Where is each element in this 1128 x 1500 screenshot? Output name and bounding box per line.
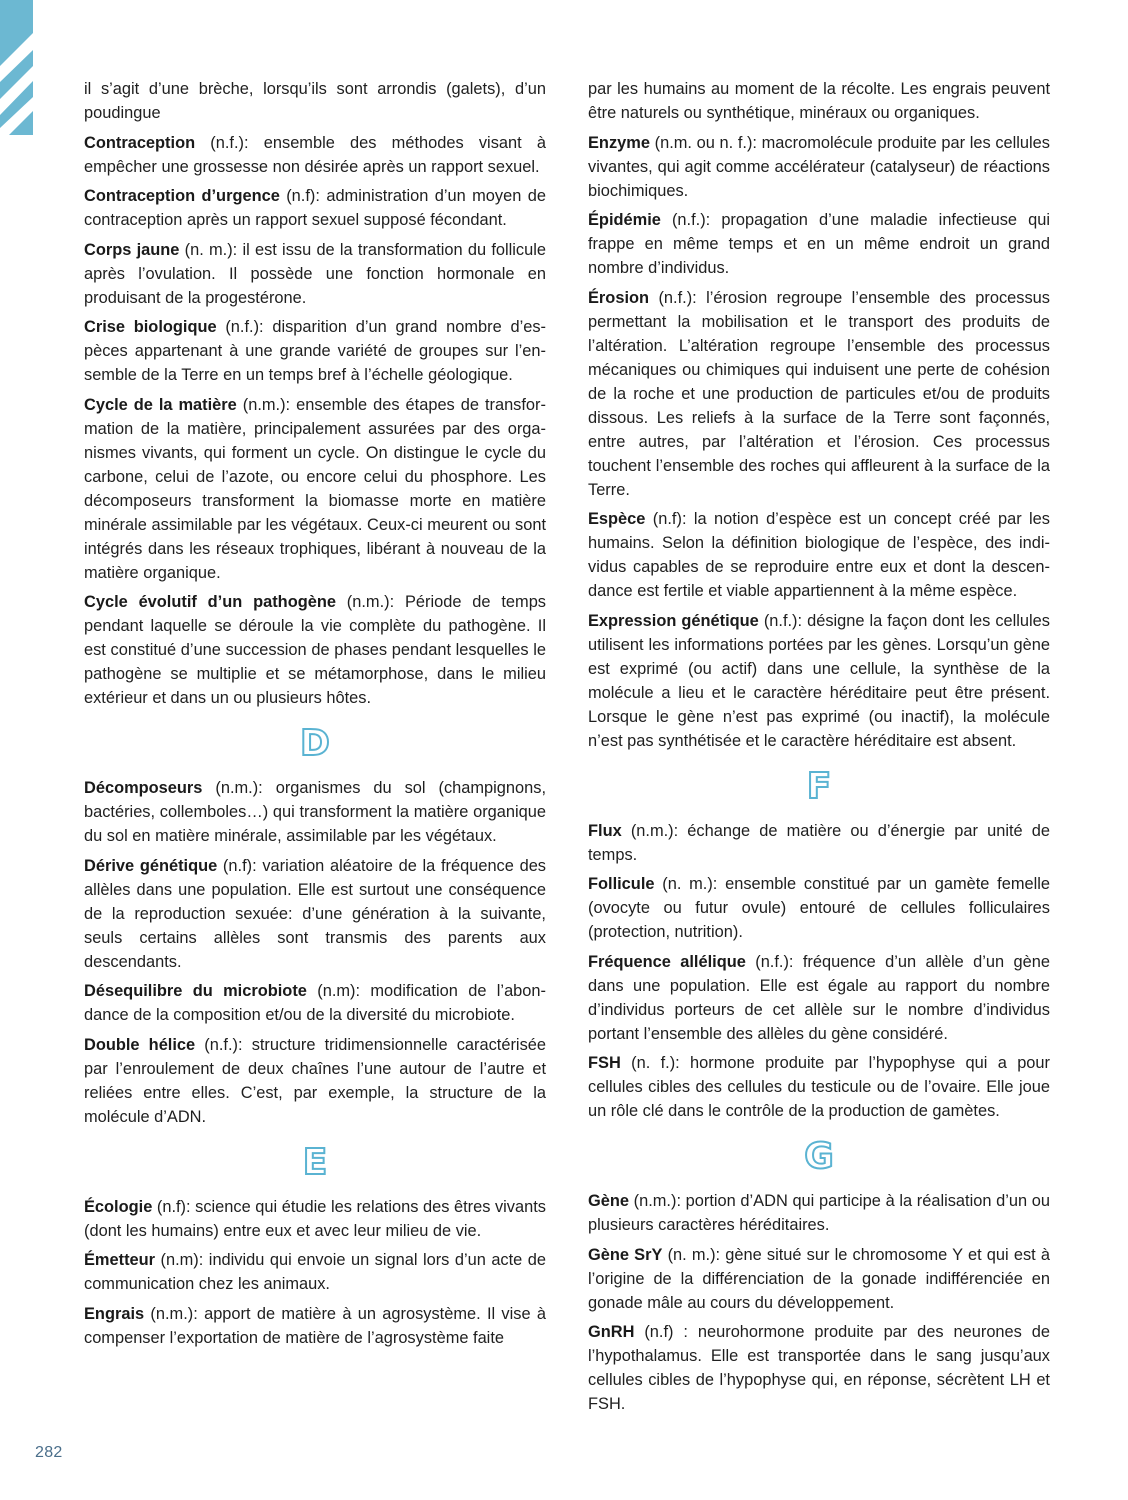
entry-definition: apport de matière à un agrosystème. Il vise à compenser l’exportation de matière de l’agrosystème faite [84, 1304, 546, 1347]
entry-term: GnRH [588, 1323, 635, 1341]
entry-term: Épidémie [588, 211, 661, 229]
entry-definition: science qui étudie les relations des êtres vivants (dont les humains) entre eux et avec leur milieu de vie. [84, 1197, 546, 1240]
entry-term: Cycle de la matière [84, 395, 237, 414]
entry-term: Émetteur [84, 1251, 156, 1269]
entry-term: Désequilibre du microbiote [84, 982, 307, 1000]
glossary-entry-expression-genetique [588, 609, 1050, 753]
entry-term: Follicule [588, 875, 655, 893]
glossary-entry-gene-sry [588, 1243, 1050, 1315]
section-letter-g [588, 1137, 1050, 1177]
entry-term: Corps jaune [84, 240, 180, 259]
entry-term: Espèce [588, 510, 646, 528]
entry-term: FSH [588, 1054, 621, 1072]
page-number: 282 [35, 1444, 63, 1461]
entry-gender: (n.f): [217, 856, 263, 875]
section-letter-e [84, 1143, 546, 1183]
entry-term: Flux [588, 821, 622, 840]
entry-gender: (n.f.): [745, 952, 803, 971]
entry-definition: disparition d’un grand nombre d’espèces appartenant à une grande variété de groupes sur l’ensemble de la Terre en un temps bref à l’échelle géologique. [84, 318, 547, 384]
glossary-entry-engrais [84, 1302, 546, 1350]
entry-gender: (n.m.): [202, 779, 276, 797]
section-letter-d [84, 724, 546, 764]
glossary-entry-fsh [588, 1051, 1050, 1123]
glossary-entry-espece [588, 507, 1050, 603]
entry-gender: (n.m): [155, 1251, 209, 1269]
entry-gender: (n.f): [645, 510, 694, 528]
entry-definition: échange de matière ou d’énergie par unité de temps. [588, 821, 1050, 864]
glossary-left-column [84, 77, 546, 1355]
glossary-entry-cycle-matiere [84, 393, 546, 585]
entry-term: Décomposeurs [84, 779, 203, 797]
entry-definition: administration d’un moyen de contraception après un rapport sexuel supposé fécondant. [84, 187, 546, 229]
letter-f-icon: F [806, 765, 832, 807]
entry-term: Crise biologique [84, 318, 217, 336]
entry-definition: modification de l’abondance de la composition et/ou de la diversité du microbiote. [84, 982, 546, 1024]
glossary-entry-follicule [588, 872, 1050, 944]
entry-gender: (n.m. ou n. f.): [649, 133, 762, 152]
letter-d-icon: D [300, 723, 330, 764]
entry-gender: (n.f): [152, 1197, 196, 1216]
entry-gender: (n.f.): [216, 318, 273, 336]
glossary-entry-derive-genetique [84, 854, 546, 974]
glossary-entry-cycle-evolutif [84, 590, 546, 710]
entry-gender: (n.m.): [621, 821, 688, 840]
entry-gender: (n.f.): [758, 611, 808, 630]
entry-gender: (n. f.): [620, 1054, 691, 1072]
entry-term: Gène [588, 1192, 629, 1210]
entry-gender: (n.m.): [335, 593, 405, 611]
entry-gender: (n.f.): [195, 133, 264, 152]
entry-gender: (n.f.): [660, 211, 722, 229]
glossary-entry-contraception-urgence [84, 184, 546, 232]
continued-definition: il s’agit d’une brèche, lorsqu’ils sont arrondis (galets), d’un poudingue [84, 80, 546, 122]
entry-definition: ensemble constitué par un gamète femelle (ovocyte ou futur ovule) entouré de cellules folliculaires (protection, nutrition). [588, 875, 1050, 941]
glossary-entry-double-helice [84, 1033, 546, 1129]
glossary-entry-frequence-allelique [588, 950, 1050, 1046]
entry-definition: fréquence d’un allèle d’un gène dans une population. Elle est égale au rapport du nombre d’individus porteurs de cet allèle sur le nombre d’individus portant l’ensemble des allèles du gène considéré. [588, 952, 1050, 1043]
entry-definition: il est issu de la transformation du follicule après l’ovulation. Il possède une fonction hormonale en produisant de la progestérone. [84, 240, 547, 307]
glossary-entry-gene [588, 1189, 1050, 1237]
entry-definition: organismes du sol (champignons, bactéries, collemboles…) qui transforment la matière organique du sol en matière minérale, assimilable par les végétaux. [84, 779, 546, 845]
entry-definition: gène situé sur le chromosome Y et qui est à l’origine de la différenciation de la gonade indifférenciée en gonade mâle au cours du développement. [588, 1245, 1050, 1312]
section-letter-f [588, 767, 1050, 807]
continued-definition: par les humains au moment de la récolte. Les engrais peuvent être naturels ou synthétique, minéraux ou organiques. [588, 80, 1050, 122]
entry-definition: la notion d’espèce est un concept créé par les humains. Selon la définition biologique de l’espèce, des individus capables de se reproduire entre eux et dont la descendance est fertile et viable appartiennent à la même espèce. [588, 510, 1050, 600]
entry-term: Contraception [84, 133, 196, 152]
entry-term: Gène SrY [588, 1245, 663, 1264]
entry-definition: neurohormone produite par des neurones de l’hypothalamus. Elle est transportée dans le sang jusqu’aux cellules cibles de l’hypophyse qui, en réponse, sécrètent LH et FSH. [588, 1323, 1051, 1413]
entry-definition: ensemble des étapes de transformation de la matière, principalement assurées par des organismes vivants, qui forment un cycle. On distingue le cycle du carbone, celui de l’azote, ou encore celui du phosphore. Les décomposeurs transforment la biomasse morte en matière minérale assimilable par les végétaux. Ceux-ci meurent ou sont intégrés dans les réseaux trophiques, libérant à nouveau de la matière organique. [84, 395, 546, 582]
glossary-entry-flux [588, 819, 1050, 867]
glossary-entry-corps-jaune [84, 238, 546, 310]
glossary-entry-desequilibre-microbiote [84, 979, 546, 1027]
glossary-entry-erosion [588, 286, 1050, 502]
letter-g-icon: G [804, 1136, 834, 1177]
entry-term: Cycle évolutif d’un pathogène [84, 593, 336, 611]
glossary-entry-ecologie [84, 1195, 546, 1243]
entry-definition: Période de temps pendant laquelle se déroule la vie complète du pathogène. Il est constitué d’une succession de phases pendant lesquelles le pathogène se multiplie et se métamorphose, dans le milieu extérieur et dans un ou plusieurs hôtes. [84, 593, 547, 707]
entry-gender: (n.m.): [629, 1192, 686, 1210]
entry-gender: (n.f.): [649, 288, 707, 307]
entry-term: Érosion [588, 288, 650, 307]
entry-term: Fréquence allélique [588, 952, 746, 971]
glossary-entry-crise-biologique [84, 315, 546, 387]
entry-definition: désigne la façon dont les cellules utilisent les informations portées par les gènes. Lorsqu’un gène est exprimé (ou actif) dans une cellule, la synthèse de la molécule a lieu et le caractère héréditaire peut être présent. Lorsque le gène n’est pas exprimé (ou inactif), la molécule n’est pas synthétisée et le caractère héréditaire est absent. [588, 611, 1050, 750]
entry-gender: (n. m.): [654, 875, 726, 893]
entry-term: Engrais [84, 1304, 145, 1323]
glossary-entry-enzyme [588, 131, 1050, 203]
entry-definition: individu qui envoie un signal lors d’un acte de communication chez les animaux. [84, 1251, 547, 1293]
entry-definition: portion d’ADN qui participe à la réalisation d’un ou plusieurs caractères héréditaires. [588, 1192, 1050, 1234]
entry-gender: (n.m): [306, 982, 371, 1000]
glossary-entry-emetteur [84, 1248, 546, 1296]
entry-definition: ensemble des méthodes visant à empêcher une grossesse non désirée après un rapport sexuel. [84, 133, 546, 176]
glossary-entry-contraception [84, 131, 546, 179]
glossary-entry-decomposeurs [84, 776, 546, 848]
entry-definition: hormone produite par l’hypophyse qui a pour cellules cibles des cellules du testicule ou de l’ovaire. Elle joue un rôle clé dans le contrôle de la production de gamètes. [588, 1054, 1050, 1120]
glossary-entry-gnrh [588, 1320, 1050, 1416]
entry-term: Écologie [84, 1197, 153, 1216]
entry-gender: (n.m.): [236, 395, 297, 414]
entry-definition: l’érosion regroupe l’ensemble des processus permettant la mobilisation et le transport des produits de l’altération. L’altération regroupe l’ensemble des processus mécaniques ou chimiques qui induisent une perte de cohésion de la roche et une production de particules et/ou de produits dissous. Les reliefs à la surface de la Terre sont façonnés, entre autres, par l’altération et l’érosion. Ces processus touchent l’ensemble des roches qui affleurent à la surface de la Terre. [588, 288, 1050, 499]
entry-term: Dérive génétique [84, 856, 218, 875]
entry-gender: (n.f.): [195, 1035, 252, 1054]
entry-gender: (n. m.): [662, 1245, 726, 1264]
entry-gender: (n. m.): [179, 240, 243, 259]
entry-definition: propagation d’une maladie infectieuse qui frappe en même temps et en un même endroit un grand nombre d’individus. [588, 211, 1050, 277]
entry-definition: structure tridimensionnelle caractérisée par l’enroulement de deux chaînes l’une autour de l’autre et reliées entre elles. C’est, par exemple, la structure de la molécule d’ADN. [84, 1035, 546, 1126]
entry-term: Expression génétique [588, 611, 759, 630]
entry-gender: (n.f) : [634, 1323, 698, 1341]
entry-definition: macromolécule produite par les cellules vivantes, qui agit comme accélérateur (catalyseur) de réactions biochimiques. [588, 133, 1050, 200]
decorative-stripes-icon [0, 0, 33, 135]
entry-gender: (n.m.): [144, 1304, 205, 1323]
glossary-right-column [588, 77, 1050, 1422]
glossary-entry-epidemie [588, 208, 1050, 280]
letter-e-icon: E [302, 1141, 328, 1183]
entry-term: Contraception d’urgence [84, 187, 280, 205]
entry-definition: variation aléatoire de la fréquence des allèles dans une population. Elle est surtout une conséquence de la reproduction sexuée: d’une génération à la suivante, seuls certains allèles sont transmis des parents aux descendants. [84, 856, 546, 971]
entry-gender: (n.f): [279, 187, 327, 205]
entry-term: Enzyme [588, 133, 650, 152]
entry-term: Double hélice [84, 1035, 196, 1054]
